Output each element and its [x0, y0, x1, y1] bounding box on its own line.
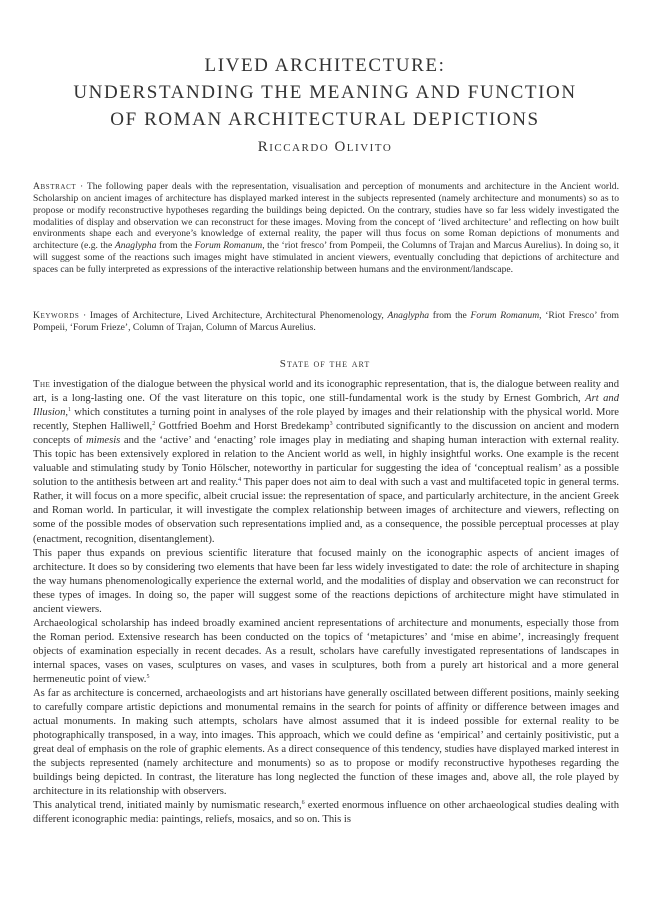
- paragraph-1: The investigation of the dialogue between the physical world and its iconographic representation, that is, the dialogue between reality and art, is a long-lasting one. Of the vast literature on this topic, one still-fundamental work is the study by Ernest Gombrich, Art and Illusion,$^1$ which constitutes a turning point in analyses of the role played by images and their relationship with the physical world. More recently, Stephen Halliwell,$^2$ Gottfried Boehm and Horst Bredekamp$^3$ contributed significantly to the discussion on ancient and modern concepts of mimesis and the ‘active’ and ‘enacting’ role images play in mediating and shaping human interaction with external reality. This topic has been extensively explored in relation to the Ancient world as well, in highly insightful works. One example is the recent valuable and stimulating study by Tonio Hölscher, noteworthy in particular for suggesting the idea of ‘conceptual realism’ as a possible solution to the antithesis between art and reality.$^4$ This paper does not aim to deal with such a vast and multifaceted topic in general terms. Rather, it will focus on a more specific, albeit crucial issue: the representation of space, and particularly architecture, in the ancient Greek and Roman world. In particular, it will investigate the complex relationship between images of architecture and viewers, reflecting on some of the possible modes of observation such representations implied and, as a consequence, the possible perceptual processes at play (enactment, recognition, disentanglement).: [33, 379, 620, 545]
- paragraph-1-dropcap: The: [33, 379, 51, 390]
- paragraph-5-text-2: exerted enormous influence on other archaeological studies dealing with different iconographic media: paintings, reliefs, mosaics, and so on. This is: [33, 800, 619, 826]
- title-line-3: OF ROMAN ARCHITECTURAL DEPICTIONS: [110, 109, 540, 130]
- footnote-ref-6[interactable]: 6: [301, 800, 305, 807]
- paragraph-3: [33, 617, 619, 687]
- abstract-text-2: from the: [156, 240, 195, 252]
- paragraph-1-text-3: Gottfried Boehm and Horst Bredekamp: [155, 421, 330, 433]
- paragraph-1-italic-2: mimesis: [86, 435, 121, 447]
- keywords-separator: ·: [79, 310, 90, 321]
- title-line-1: LIVED ARCHITECTURE:: [204, 55, 446, 76]
- paragraph-1-text-6: This paper does not aim to deal with such a vast and multifaceted topic in general terms. Rather, it will focus on a more specific, albeit crucial issue: the representation of space, and particularly architecture, in the ancient Greek and Roman world. In particular, it will investigate the complex relationship between images of architecture and viewers, reflecting on some of the possible modes of observation such representations implied and, as a consequence, the possible perceptual processes at play (enactment, recognition, disentanglement).: [33, 477, 619, 545]
- keywords: [33, 310, 619, 334]
- abstract-text-1: The following paper deals with the representation, visualisation and perception of monuments and architecture in the Ancient world. Scholarship on ancient images of architecture has displayed marked interest in the subjects represented (namely architecture and monuments) so as to propose or modify reconstructive hypotheses regarding the buildings being depicted. On the contrary, studies have so far less widely investigated the modalities of display and observation we can reconstruct for these images. Moving from the concept of ‘lived architecture’ and reflecting on how built environments shape each and everyone’s knowledge of external reality, the paper will thus focus on some Roman depictions of monuments and architecture (e.g. the: [33, 181, 619, 252]
- paragraph-5: [33, 799, 619, 827]
- body-text: [33, 378, 619, 828]
- paragraph-1-text-5: and the ‘active’ and ‘enacting’ role images play in mediating and shaping human interaction with external reality. This topic has been extensively explored in relation to the Ancient world as well, in highly insightful works. One example is the recent valuable and stimulating study by Tonio Hölscher, noteworthy in particular for suggesting the idea of ‘conceptual realism’ as a possible solution to the antithesis between art and reality.: [33, 435, 619, 489]
- footnote-ref-1[interactable]: 1: [68, 407, 72, 414]
- keywords-text-3: , ‘Riot Fresco’ from Pompeii, ‘Forum Frieze’, Column of Trajan, Column of Marcus Aurelius.: [33, 310, 620, 333]
- paragraph-3-text: Archaeological scholarship has indeed broadly examined ancient representations of architecture and monuments, especially those from the Roman period. Extensive research has been conducted on the topics of ‘metapictures’ and ‘mise en abime’, increasingly frequent objects of examination especially in recent decades. As a result, scholars have carefully investigated representations of landscapes in internal spaces, vases on vases, sculptures on vases, and vases in sculptures, both from a purely art historical and a more general hermeneutic point of view.: [33, 617, 619, 685]
- abstract-italic-2: Forum Romanum: [194, 240, 263, 252]
- paragraph-5-text-1: This analytical trend, initiated mainly by numismatic research,: [33, 800, 302, 812]
- paragraph-4: As far as architecture is concerned, archaeologists and art historians have generally oscillated between different positions, mainly seeking to carefully compare artistic depictions and monumental remains in the search for points of affinity or difference between images and actual monuments. In making such attempts, scholars have almost assumed that it is indeed possible for external reality to be photographically transposed, in a way, into images. This approach, which we could define as ‘empirical’ and certainly positivistic, put a great deal of emphasis on the role of graphic elements. As a direct consequence of this tendency, studies have displayed marked interest in the subjects represented (namely architecture and monuments) so as to propose or modify reconstructive hypotheses regarding the buildings being depicted. In contrast, the literature has long neglected the function of these images and, above all, the role played by architecture in its relationship with observers.: [33, 688, 619, 798]
- paragraph-1-text-2: which constitutes a turning point in analyses of the role played by images and their relationship with the physical world. More recently, Stephen Halliwell,: [33, 407, 619, 433]
- paragraph-1-text-4: contributed significantly to the discussion on ancient and modern concepts of: [33, 421, 619, 447]
- keywords-text-2: from the: [429, 310, 471, 321]
- paragraph-2: This paper thus expands on previous scientific literature that focused mainly on the iconographic aspects of ancient images of architecture. It does so by considering two elements that have been far less widely investigated to date: the role of architecture in shaping the way humans phenomenologically experience the external world, and the modalities of display and observation we can reconstruct for these types of images. In doing so, the paper will suggest some of the reactions depictions of architecture might have stimulated in ancient viewers.: [33, 547, 619, 615]
- section-heading: State of the art: [279, 358, 371, 370]
- paragraph-1-italic-1: Art and Illusion: [33, 393, 620, 419]
- keywords-italic-2: Forum Romanum: [470, 310, 540, 321]
- keywords-text-1: Images of Architecture, Lived Architecture, Architectural Phenomenology,: [89, 310, 388, 321]
- author-name: Riccardo Olivito: [257, 139, 393, 155]
- abstract: [33, 181, 619, 276]
- footnote-ref-3[interactable]: 3: [329, 421, 333, 428]
- abstract-text-3: , the ‘riot fresco’ from Pompeii, the Columns of Trajan and Marcus Aurelius). In doing so, it will suggest some of the reactions such images might have stimulated in ancient viewers, eventually concluding that depictions of architecture and spaces can be fully interpreted as expressions of the interactive relationship between humans and the environment/landscape.: [33, 240, 619, 275]
- footnote-ref-4[interactable]: 4: [238, 477, 242, 484]
- keywords-label: Keywords: [33, 310, 80, 321]
- keywords-italic-1: Anaglypha: [387, 310, 430, 321]
- abstract-separator: ·: [76, 181, 87, 192]
- article-title: [20, 52, 630, 133]
- paragraph-1-text-1: investigation of the dialogue between the physical world and its iconographic representation, that is, the dialogue between reality and art, is a long-lasting one. Of the vast literature on this topic, one still-fundamental work is the study by Ernest Gombrich,: [33, 379, 619, 405]
- abstract-label: Abstract: [33, 181, 77, 192]
- title-line-2: UNDERSTANDING THE MEANING AND FUNCTION: [73, 82, 577, 103]
- footnote-ref-2[interactable]: 2: [152, 421, 156, 428]
- footnote-ref-5[interactable]: 5: [146, 673, 150, 680]
- abstract-italic-1: Anaglypha: [114, 240, 157, 252]
